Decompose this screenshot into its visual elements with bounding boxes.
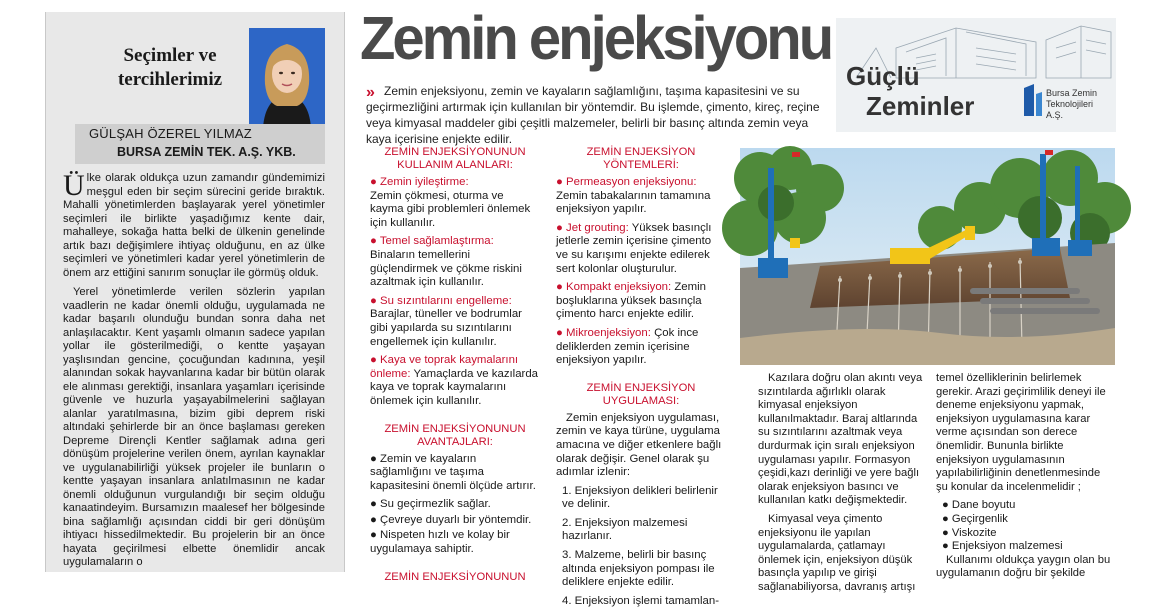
item-key: Permeasyon enjeksiyonu:: [566, 176, 697, 188]
brand-line-2: Zeminler: [866, 91, 975, 121]
company-name: Bursa Zemin Teknolojileri A.Ş.: [1046, 88, 1098, 120]
item-key: Zemin iyileştirme:: [380, 176, 469, 188]
item-key: Mikroenjeksiyon:: [566, 326, 651, 339]
list-item: ● Çevreye duyarlı bir yöntemdir.: [370, 513, 532, 526]
item-text: Yamaçlarda ve kazılarda kaya ve toprak kaymalarını önlemek için kullanılır.: [370, 367, 539, 407]
construction-photo: [740, 148, 1115, 365]
step-item: 3. Malzeme, belirli bir basınç altında enjeksiyon pompası ile deliklere enjekte edilir.: [562, 549, 715, 589]
section-heading-application: ZEMİN ENJEKSİYON UYGULAMASI:: [586, 381, 696, 407]
item-key: Su sızıntılarını engelleme:: [380, 294, 512, 307]
item-text: Dane boyutu: [951, 499, 1016, 512]
item-text: Zemin çökmesi, oturma ve kayma gibi problemleri önlemek için kullanılır.: [370, 189, 531, 229]
item-text: Enjeksiyon malzemesi: [951, 540, 1063, 553]
item-text: Zemin boşluklarına yüksek basınçla çimento harcı enjekte edilir.: [556, 281, 706, 321]
lead-marker: »: [366, 84, 375, 101]
section-heading-uses: ZEMİN ENJEKSİYONUNUN KULLANIM ALANLARI:: [384, 146, 526, 171]
item-text: Viskozite: [951, 526, 997, 539]
paragraph: Kullanımı oldukça yaygın olan bu uygulamanın doğru bir şekilde: [936, 553, 1111, 580]
list-item: ● Mikroenjeksiyon: Çok ince deliklerden zemin içerisine enjeksiyon yapılır.: [556, 326, 699, 367]
list-item: ● Kaya ve toprak kaymalarını önleme: Yamaçlarda ve kazılarda kaya ve toprak kaymalarını önlemek için kullanılır.: [370, 354, 539, 407]
paragraph: temel özelliklerinin belirlemek gerekir. Arazi geçirimlilik deneyi ile deneme enjeksiyonu yapmak, enjeksiyon uygulamasına karar verme açısından son derece önemlidir. Bununla birlikte enjeksiyon uygulamasının yapılabilirliğinin denetlenmesinde şu konular da incelenmelidir ;: [936, 372, 1106, 493]
uses-column: [370, 146, 540, 588]
lead-text: Zemin enjeksiyonu, zemin ve kayaların sağlamlığını, taşıma kapasitesini ve su geçirmezliğini artırmak için kullanılan bir yöntemdir. Bu işlemde, çimento, kireç, reçine veya kimyasal maddeler gibi çeşitli malzemeler, belirli bir basınç altında zemin veya kaya içerisine enjekte edilir.: [366, 84, 820, 146]
list-item: ● Viskozite: [942, 526, 997, 539]
list-item: ● Geçirgenlik: [942, 512, 1008, 525]
methods-column: [556, 146, 726, 613]
list-item: ● Zemin iyileştirme: Zemin çökmesi, oturma ve kayma gibi problemleri önlemek için kullanılır.: [370, 176, 531, 229]
application-intro: Zemin enjeksiyon uygulaması, zemin ve kaya türüne, uygulama amacına ve diğer etkenlere bağlı olarak değişir. Genel olarak şu adımlar izlenir:: [556, 411, 722, 479]
list-item: ● Jet grouting: Yüksek basınçlı jetlerle zemin içerisine çimento ve su karışımı enjekte edilerek sert kolonlar oluşturulur.: [556, 221, 712, 275]
step-item: 1. Enjeksiyon delikleri belirlenir ve delinir.: [562, 484, 718, 511]
author-title: BURSA ZEMİN TEK. A.Ş. YKB.: [117, 145, 296, 159]
paragraph: Kazılara doğru olan akıntı veya sızıntılarda ağırlıklı olarak kimyasal enjeksiyon kullanılmaktadır. Baraj altlarında su sızıntılarını azaltmak veya durdurmak için sıralı enjeksiyon uygulaması yapılır. Formasyon çeşidi,kazı derinliği ve yere bağlı olarak enjeksiyon basıncı ve kullanılan katkı değişmektedir.: [758, 372, 923, 507]
item-text: Nispeten hızlı ve kolay bir uygulamaya sahiptir.: [370, 529, 510, 556]
author-name: GÜLŞAH ÖZEREL YILMAZ: [89, 126, 252, 141]
item-text: Binaların temellerini güçlendirmek ve çökme riskini azaltmak için kullanılır.: [370, 248, 522, 289]
column-title: Seçimler ve tercihlerimiz: [117, 45, 223, 90]
opinion-column: [45, 12, 345, 572]
list-item: ● Su sızıntılarını engelleme: Barajlar, tüneller ve bodrumlar gibi yapılarda su sızıntılarını engellemek için kullanılır.: [370, 294, 522, 348]
column-paragraph-1: lke olarak oldukça uzun zamandır gündemimizi meşgul eden bir seçim sürecini geride bıraktık. Mahalli yönetimlerden başlayarak yerel yönetimler seçimleri ile birlikte yaşadığımız kente dair, mahalleye, sokağa hatta belki de ülkenin genelinde artık bazı değişimlere ihtiyaç olduğunu, en az ülke seçimleri ve yönetimleri kadar yerel yönetimlerin de önem arz ettiğini sanırım sonuçlar ile görmüş olduk.: [63, 172, 325, 279]
list-item: ● Temel sağlamlaştırma: Binaların temellerini güçlendirmek ve çökme riskini azaltmak için kullanılır.: [370, 235, 522, 289]
lead-paragraph: [366, 83, 826, 147]
drop-cap: Ü: [63, 169, 85, 202]
list-item: ● Permeasyon enjeksiyonu: Zemin tabakalarının tamamına enjeksiyon yapılır.: [556, 176, 711, 216]
item-key: Kompakt enjeksiyon:: [566, 281, 672, 294]
item-text: Zemin tabakalarının tamamına enjeksiyon yapılır.: [556, 189, 711, 216]
headline: Zemin enjeksiyonu: [360, 4, 832, 73]
brand-box: [836, 18, 1116, 132]
section-heading-continued: ZEMİN ENJEKSİYONUNUN: [384, 570, 526, 583]
text-column-d: [936, 372, 1114, 586]
item-text: Zemin ve kayaların sağlamlığını ve taşıma kapasitesini önemli ölçüde artırır.: [370, 452, 536, 492]
item-key: Kaya ve toprak kaymalarını önleme:: [370, 354, 519, 380]
column-body: [63, 169, 325, 576]
list-item: ● Dane boyutu: [942, 499, 1016, 512]
step-item: 4. Enjeksiyon işlemi tamamlan-: [562, 594, 719, 607]
list-item: ● Enjeksiyon malzemesi: [942, 540, 1063, 553]
list-item: ● Nispeten hızlı ve kolay bir uygulamaya sahiptir.: [370, 529, 510, 556]
section-heading-advantages: ZEMİN ENJEKSİYONUNUN AVANTAJLARI:: [384, 422, 526, 448]
item-text: Yüksek basınçlı jetlerle zemin içerisine çimento ve su karışımı enjekte edilerek sert kolonlar oluşturulur.: [556, 221, 712, 275]
paragraph: Kimyasal veya çimento enjeksiyonu ile yapılan uygulamalarda, çatlamayı önlemek için, enjeksiyon düşük basınçla yapılıp ve girişi sağlanabiliyorsa, davranış artışı: [758, 512, 916, 593]
item-text: Barajlar, tüneller ve bodrumlar gibi yapılarda su sızıntılarını engellemek için kullanılır.: [370, 308, 522, 348]
brand-line-1: Güçlü: [846, 61, 920, 91]
text-column-c: [758, 372, 928, 600]
section-heading-methods: ZEMİN ENJEKSİYON YÖNTEMLERİ:: [586, 146, 696, 171]
item-text: Çevreye duyarlı bir yöntemdir.: [380, 513, 532, 526]
item-key: Temel sağlamlaştırma:: [379, 235, 494, 248]
list-item: ● Kompakt enjeksiyon: Zemin boşluklarına yüksek basınçla çimento harcı enjekte edilir.: [556, 281, 706, 321]
list-item: ● Zemin ve kayaların sağlamlığını ve taşıma kapasitesini önemli ölçüde artırır.: [370, 452, 536, 492]
list-item: ● Su geçirmezlik sağlar.: [370, 498, 491, 511]
step-item: 2. Enjeksiyon malzemesi hazırlanır.: [562, 516, 688, 543]
item-text: Su geçirmezlik sağlar.: [380, 498, 491, 511]
column-paragraph-2: Yerel yönetimlerde verilen sözlerin yapılan vaadlerin ne kadar önemli olduğu, uygulamada ne kadar başarılı olunduğu bundan sonra daha net anlaşılacaktır. Kent yaşamlı olmanın sadece yapılan yollar ile gösterilmediği, o kentte yaşayan yaşlısından gencine, çocuğundan kadınına, yeşil alanından sokak hayvanlarına kadar bir bütün olarak ele alınması gerektiği, insanlara yaşamları içerisinde güvenle ve huzurla yaşayabilmelerini sağlayan alanlar yaratılmasına, bizim gibi deprem riski altındaki şehirlerde bir an önce başlaması gereken Depreme Dirençli Kentler sağlamak adına geri dönüşüm projelerine verilen önem, ayrılan kaynaklar ve uygulanabilirliği yüksek projeler ile bunların o kentte yaşayan insanlara anlatılmasının ne kadar önemli olduğunun vurgulandığı bir seçim olduğu kanaatindeyim. Bursamızın maalesef her bölgesinde bina sağlamlığı açısından ciddi bir geri dönüşüm ihtiyacı hissedilmektedir. Bu projelerin bir an önce hayata geçirilmesi elbette önemlidir ancak uygulamaların o: [63, 286, 325, 568]
item-text: Geçirgenlik: [951, 512, 1008, 525]
item-text: Çok ince deliklerden zemin içerisine enjeksiyon yapılır.: [556, 326, 699, 367]
item-key: Jet grouting:: [566, 221, 629, 234]
author-photo: [249, 28, 325, 128]
